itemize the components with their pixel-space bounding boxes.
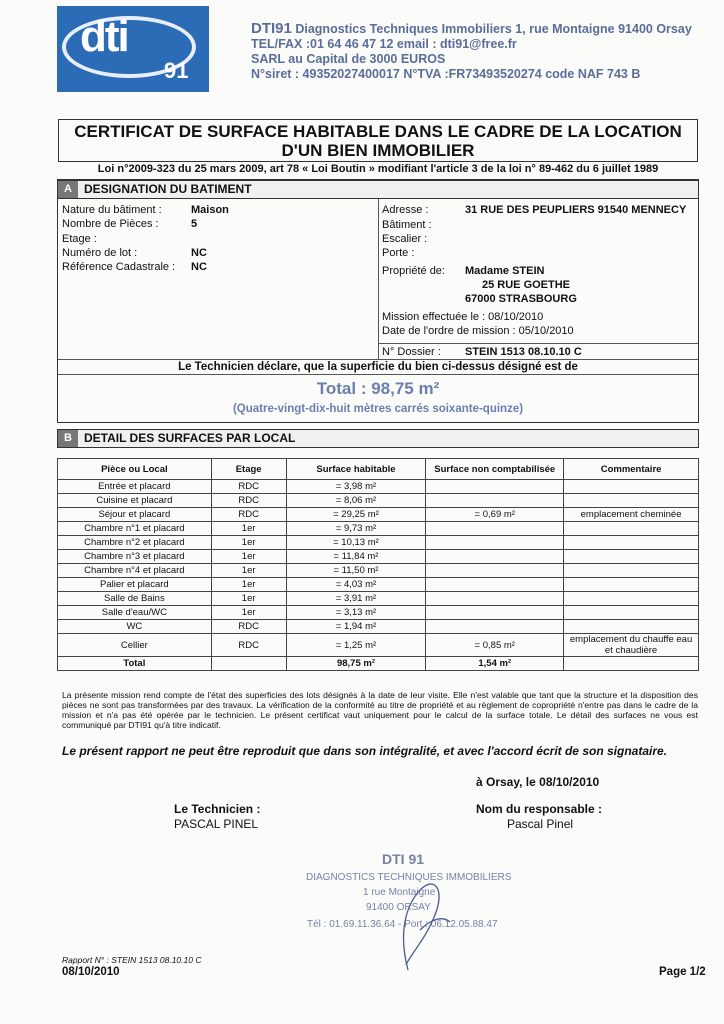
table-row [58,508,699,522]
adresse-label: Adresse : [382,204,429,216]
loi-reference: Loi n°2009-323 du 25 mars 2009, art 78 « Loi Boutin » modifiant l'article 3 de la loi n° 89-462 du 6 juillet 1989 [97,163,659,175]
cell: Salle de Bains [58,592,212,606]
total-label: Total [58,657,212,671]
nature-label: Nature du bâtiment : [62,204,162,216]
section-a-divider [378,199,379,359]
header-piece: Pièce ou Local [58,459,212,480]
responsable-label: Nom du responsable : [476,802,603,816]
header-surface-non: Surface non comptabilisée [426,459,564,480]
proprietaire-name: Madame STEIN [465,265,545,277]
title-line2: D'UN BIEN IMMOBILIER [281,141,475,160]
cell: emplacement cheminée [564,508,699,522]
cell: 1er [211,606,286,620]
section-a-title: DESIGNATION DU BATIMENT [84,182,252,196]
header-surface-habitable: Surface habitable [286,459,426,480]
cell [426,522,564,536]
mission-disclaimer: La présente mission rend compte de l'état des superficies des lots désignés à la date de leur visite. Elle n'est valable que tant que la structure et la disposition des pièces ne sont pas transformées par des travaux. La vérification de la conformité au titre de propriété et au règlement de copropriété n'entre pas dans le cadre de la mission et n'a pas été opérée par le technicien. Le présent certificat vaut uniquement pour le calcul de la surface totale. Le détail des surfaces ne vous est communiqué par DTI91 qu'à titre indicatif. [62,690,698,730]
footer-date: 08/10/2010 [62,966,120,978]
table-row [58,634,699,657]
stamp-line1: DIAGNOSTICS TECHNIQUES IMMOBILIERS [306,872,512,883]
cell: Cellier [58,634,212,657]
reproduction-note: Le présent rapport ne peut être reproduit que dans son intégralité, et avec l'accord écrit de son signataire. [62,744,668,758]
dossier-value: STEIN 1513 08.10.10 C [465,346,582,358]
nature-value: Maison [191,204,229,216]
dossier-label: N° Dossier : [382,346,441,358]
company-line1 [251,20,692,37]
cell: = 1,94 m² [286,620,426,634]
declare-bottom-line [58,374,698,375]
cell: = 3,13 m² [286,606,426,620]
technicien-name: PASCAL PINEL [174,817,259,831]
company-siret: N°siret : 49352027400017 N°TVA :FR73493520274 code NAF 743 B [251,67,641,81]
table-row [58,522,699,536]
cell: Entrée et placard [58,480,212,494]
proprietaire-city: 67000 STRASBOURG [465,293,577,305]
cell: Cuisine et placard [58,494,212,508]
total-habitable: 98,75 m² [286,657,426,671]
total-surface: Total : 98,75 m² [316,379,440,398]
cell [564,592,699,606]
header-commentaire: Commentaire [564,459,699,480]
cell [564,536,699,550]
table-total-row [58,657,699,671]
proprietaire-street: 25 RUE GOETHE [482,279,571,291]
header-etage: Etage [211,459,286,480]
ordre-date: Date de l'ordre de mission : 05/10/2010 [382,325,574,337]
cell [564,480,699,494]
cell: RDC [211,494,286,508]
cadastre-value: NC [191,261,207,273]
pieces-label: Nombre de Pièces : [62,218,159,230]
cell: = 3,91 m² [286,592,426,606]
company-capital: SARL au Capital de 3000 EUROS [251,52,446,66]
cell [426,536,564,550]
cell [426,620,564,634]
table-row [58,606,699,620]
section-b-title: DETAIL DES SURFACES PAR LOCAL [84,431,296,445]
dossier-line [378,343,698,344]
logo-sub: 91 [164,58,189,83]
document-title [58,119,698,162]
stamp-name: DTI 91 [382,851,425,867]
surfaces-table [57,458,699,671]
cell: Chambre n°2 et placard [58,536,212,550]
cell [564,578,699,592]
lot-label: Numéro de lot : [62,247,138,259]
declare-top-line [58,359,698,360]
cell: Palier et placard [58,578,212,592]
porte-label: Porte : [382,247,415,259]
cell [426,494,564,508]
stamp-line4: Tél : 01.69.11.36.64 - Port : 06.12.05.88.47 [307,919,498,930]
escalier-label: Escalier : [382,233,428,245]
cell [564,522,699,536]
table-row [58,494,699,508]
total-non-comptabilisee: 1,54 m² [426,657,564,671]
lot-value: NC [191,247,207,259]
cell: RDC [211,480,286,494]
adresse-value: 31 RUE DES PEUPLIERS 91540 MENNECY [465,204,687,216]
table-row [58,550,699,564]
logo-text: dti [80,12,128,61]
cell: = 29,25 m² [286,508,426,522]
cell: = 10,13 m² [286,536,426,550]
cell: 1er [211,522,286,536]
pieces-value: 5 [191,218,198,230]
cell: = 11,50 m² [286,564,426,578]
cell: = 1,25 m² [286,634,426,657]
stamp-line2: 1 rue Montaigne [363,887,436,898]
cell [426,480,564,494]
cell: 1er [211,592,286,606]
table-row [58,592,699,606]
cell: 1er [211,578,286,592]
signature [380,870,470,980]
total-commentaire [564,657,699,671]
cell: = 0,85 m² [426,634,564,657]
cell: Chambre n°4 et placard [58,564,212,578]
cell: Salle d'eau/WC [58,606,212,620]
cell [564,564,699,578]
title-line1: CERTIFICAT DE SURFACE HABITABLE DANS LE CADRE DE LA LOCATION [74,122,682,141]
total-etage [211,657,286,671]
place-date: à Orsay, le 08/10/2010 [476,775,600,789]
responsable-name: Pascal Pinel [507,817,574,831]
cell: Chambre n°3 et placard [58,550,212,564]
section-a-badge: A [58,181,78,198]
technicien-declaration: Le Technicien déclare, que la superficie du bien ci-dessus désigné est de [178,361,578,373]
cell [426,606,564,620]
cell: RDC [211,634,286,657]
technicien-label: Le Technicien : [174,802,261,816]
mission-date: Mission effectuée le : 08/10/2010 [382,311,544,323]
cell: RDC [211,508,286,522]
cell [426,592,564,606]
cell [564,620,699,634]
cell [564,550,699,564]
cell: Chambre n°1 et placard [58,522,212,536]
cell [564,606,699,620]
cell [426,564,564,578]
cell [426,578,564,592]
table-row [58,536,699,550]
cell [426,550,564,564]
company-desc: Diagnostics Techniques Immobiliers 1, rue Montaigne 91400 Orsay [295,22,692,36]
stamp-line3: 91400 ORSAY [366,902,431,913]
table-row [58,620,699,634]
etage-label: Etage : [62,233,97,245]
cell: Séjour et placard [58,508,212,522]
cell: emplacement du chauffe eau et chaudière [564,634,699,657]
table-row [58,564,699,578]
cell: = 3,98 m² [286,480,426,494]
cell: = 8,06 m² [286,494,426,508]
cell: 1er [211,564,286,578]
cell: = 9,73 m² [286,522,426,536]
cell: RDC [211,620,286,634]
cell: = 0,69 m² [426,508,564,522]
company-name: DTI91 [251,20,292,37]
footer-page: Page 1/2 [659,966,706,978]
company-contact: TEL/FAX :01 64 46 47 12 email : dti91@free.fr [251,37,517,51]
cell: WC [58,620,212,634]
cell: 1er [211,536,286,550]
total-surface-words: (Quatre-vingt-dix-huit mètres carrés soixante-quinze) [232,403,524,415]
cadastre-label: Référence Cadastrale : [62,261,176,273]
cell: = 11,84 m² [286,550,426,564]
proprietaire-label: Propriété de: [382,265,445,277]
section-b-badge: B [58,430,78,447]
table-header-row [58,459,699,480]
cell: 1er [211,550,286,564]
footer-rapport: Rapport N° : STEIN 1513 08.10.10 C [62,955,202,965]
cell: = 4,03 m² [286,578,426,592]
table-row [58,480,699,494]
cell [564,494,699,508]
table-row [58,578,699,592]
batiment-label: Bâtiment : [382,219,432,231]
